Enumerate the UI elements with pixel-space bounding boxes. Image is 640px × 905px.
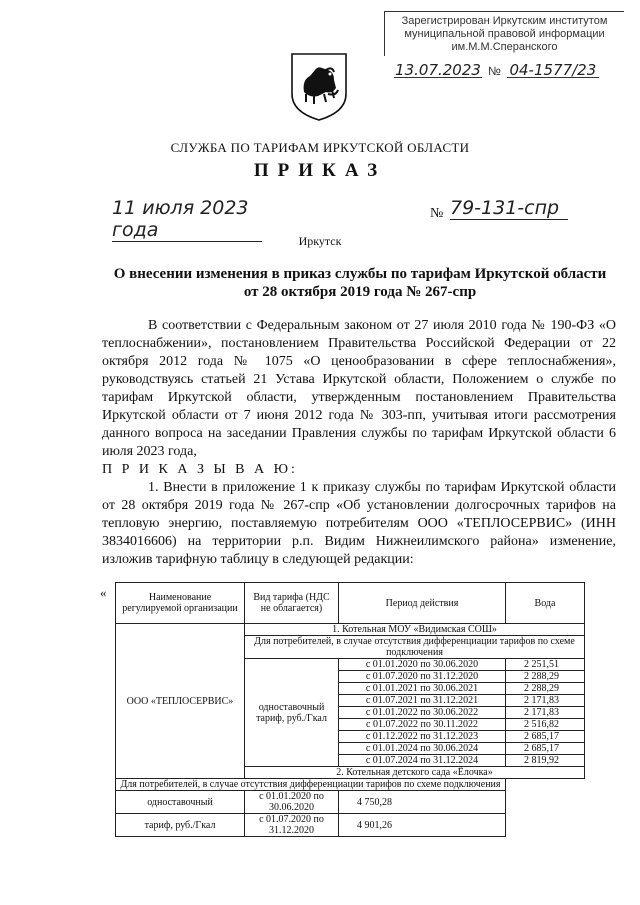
org-name-cell: ООО «ТЕПЛОСЕРВИС»: [116, 624, 245, 779]
document-title-line-1: О внесении изменения в приказ службы по тарифам Иркутской области: [113, 266, 607, 282]
period-cell: с 01.01.2022 по 30.06.2022: [339, 707, 506, 719]
stamp-number-sign: №: [488, 64, 501, 78]
section-2-title: 2. Котельная детского сада «Ёлочка»: [245, 767, 585, 779]
period-cell: с 01.01.2020 по 30.06.2020: [245, 791, 339, 814]
order-date-value: 11 июля 2023 года: [112, 197, 262, 242]
tariff-table: [115, 582, 585, 837]
value-cell: 2 685,17: [506, 731, 585, 743]
period-cell: с 01.07.2020 по 31.12.2020: [245, 814, 339, 837]
period-cell: с 01.01.2021 по 30.06.2021: [339, 683, 506, 695]
value-cell: 2 819,92: [506, 755, 585, 767]
stamp-line-3: им.М.М.Сперанского: [451, 41, 558, 53]
section-row: [116, 624, 585, 636]
header-org: Наименование регулируемой организации: [116, 583, 245, 624]
order-item-1-paragraph: 1. Внести в приложение 1 к приказу службы по тарифам Иркутской области от 28 октября 2019 года № 267-спр «Об установлении долгосрочных тарифов на тепловую энергию, поставляемую потребителям ООО «ТЕПЛОСЕРВИС» (ИНН 3834016606) на территории р.п. Видим Нижнеилимского района» изменение, изложив тарифную таблицу в следующей редакции:: [102, 480, 616, 567]
coat-of-arms-emblem: [288, 50, 350, 122]
value-cell: 2 251,51: [506, 659, 585, 671]
document-type: ПРИКАЗ: [253, 160, 387, 181]
value-cell: 2 685,17: [506, 743, 585, 755]
consumers-2-text: Для потребителей, в случае отсутствия дифференциации тарифов по схеме подключения: [116, 779, 506, 791]
period-cell: с 01.07.2021 по 31.12.2021: [339, 695, 506, 707]
organization-name: СЛУЖБА ПО ТАРИФАМ ИРКУТСКОЙ ОБЛАСТИ: [170, 140, 470, 155]
tariff-type-cell-line-1: одноставочный: [116, 791, 245, 814]
stamp-box: [384, 11, 624, 56]
order-number-handwritten: [450, 197, 568, 220]
period-cell: с 01.01.2020 по 30.06.2020: [339, 659, 506, 671]
value-cell: 2 516,82: [506, 719, 585, 731]
period-cell: с 01.12.2022 по 31.12.2023: [339, 731, 506, 743]
order-number-value: 79-131-спр: [450, 197, 568, 220]
value-cell: 2 171,83: [506, 695, 585, 707]
table-row: [116, 814, 585, 837]
document-title: [100, 265, 620, 301]
period-cell: с 01.01.2024 по 30.06.2024: [339, 743, 506, 755]
preamble-paragraph: В соответствии с Федеральным законом от 27 июля 2010 года № 190-ФЗ «О теплоснабжении», постановлением Правительства Российской Федерации от 22 октября 2012 года № 1075 «О ценообразовании в сфере теплоснабжения», руководствуясь статьей 21 Устава Иркутской области, Положением о службе по тарифам Иркутской области, утвержденным постановлением Правительства Иркутской области от 7 июня 2012 года № 303-пп, учитывая итоги рассмотрения данного вопроса на заседании Правления службы по тарифам Иркутской области 6 июля 2023 года,: [102, 318, 616, 459]
consumers-1-text: Для потребителей, в случае отсутствия дифференциации тарифов по схеме подключения: [245, 636, 585, 659]
table-row: [116, 791, 585, 814]
order-number-sign: №: [430, 206, 444, 221]
order-keyword: П Р И К А З Ы В А Ю:: [102, 462, 298, 477]
tariff-type-cell: одноставочный тариф, руб./Гкал: [245, 659, 339, 767]
stamp-line-2: муниципальной правовой информации: [404, 28, 605, 40]
registration-stamp: [384, 11, 624, 78]
header-period: Период действия: [339, 583, 506, 624]
period-cell: с 01.07.2020 по 31.12.2020: [339, 671, 506, 683]
table-header-row: [116, 583, 585, 624]
header-tariff-type: Вид тарифа (НДС не облагается): [245, 583, 339, 624]
stamp-line-1: Зарегистрирован Иркутским институтом: [401, 15, 608, 27]
tariff-type-cell-line-2: тариф, руб./Гкал: [116, 814, 245, 837]
stamp-reg-date: 13.07.2023: [395, 61, 481, 79]
value-cell: 2 288,29: [506, 683, 585, 695]
value-cell: 4 901,26: [339, 814, 506, 837]
section-1-title: 1. Котельная МОУ «Видимская СОШ»: [245, 624, 585, 636]
stamp-registration-line: [384, 61, 624, 79]
period-cell: с 01.07.2022 по 30.11.2022: [339, 719, 506, 731]
value-cell: 4 750,28: [339, 791, 506, 814]
opening-quote: «: [100, 585, 107, 600]
period-cell: с 01.07.2024 по 31.12.2024: [339, 755, 506, 767]
value-cell: 2 288,29: [506, 671, 585, 683]
document-title-line-2: от 28 октября 2019 года № 267-спр: [243, 284, 477, 300]
value-cell: 2 171,83: [506, 707, 585, 719]
consumers-row: [116, 779, 585, 791]
stamp-reg-number: 04-1577/23: [507, 64, 599, 78]
city: Иркутск: [298, 234, 342, 248]
header-water: Вода: [506, 583, 585, 624]
